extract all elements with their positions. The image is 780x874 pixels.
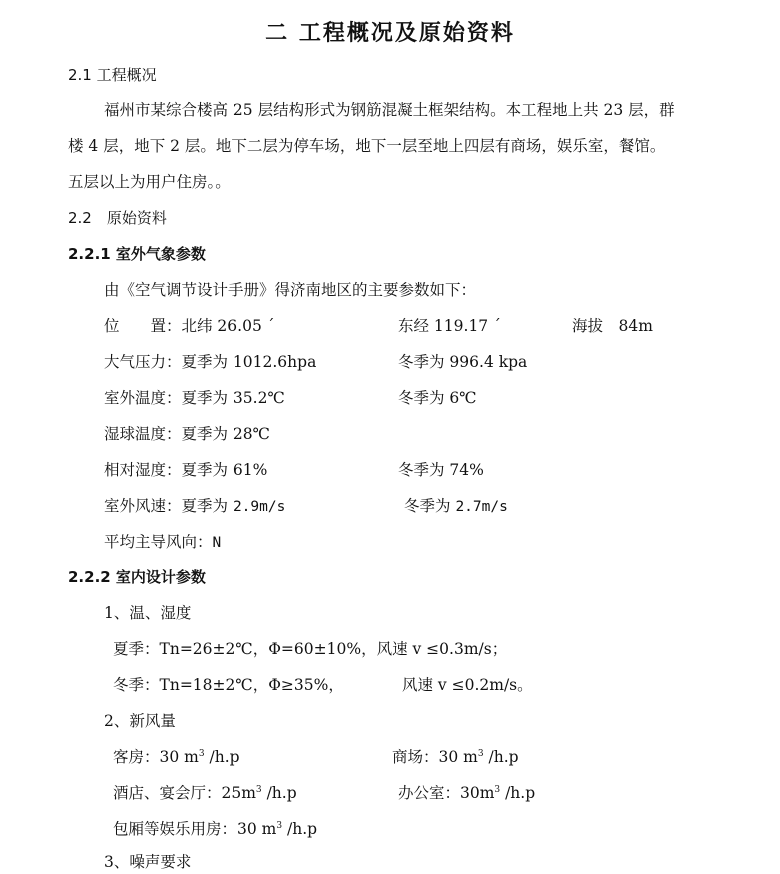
fresh-air-hotel-banquet (113, 783, 297, 803)
wind-speed-summer-value: 2.9m/s (232, 499, 286, 515)
winter-indoor-params: 冬季：Tn=18±2℃，Φ≥35%， (113, 676, 344, 694)
outdoor-temp-summer: 室外温度：夏季为 35.2℃ (104, 389, 285, 407)
wetbulb-temp-summer: 湿球温度：夏季为 28℃ (104, 425, 270, 443)
item-temp-humidity: 1、温、湿度 (104, 604, 192, 622)
section-2-2-1-heading: 2.2.1 室外气象参数 (68, 245, 206, 263)
hotel-sup: 3 (255, 784, 262, 795)
location-longitude: 东经 119.17 ´ (398, 317, 501, 335)
fresh-air-mall (392, 747, 519, 767)
wind-speed-summer (104, 496, 285, 517)
climate-intro: 由《空气调节设计手册》得济南地区的主要参数如下： (104, 281, 477, 299)
office-unit: /h.p (500, 784, 536, 802)
outdoor-temp-winter: 冬季为 6℃ (398, 389, 477, 407)
fresh-air-guest-room (113, 747, 240, 767)
wind-direction-value: N (212, 535, 222, 551)
mall-sup: 3 (477, 748, 484, 759)
section-2-2-2-heading: 2.2.2 室内设计参数 (68, 568, 206, 586)
wind-speed-winter (404, 496, 508, 517)
mall-unit: /h.p (483, 748, 519, 766)
humidity-summer: 相对湿度：夏季为 61% (104, 461, 268, 479)
mall-text: 商场：30 m (392, 748, 478, 766)
section-2-1-heading: 2.1 工程概况 (68, 66, 157, 84)
wind-speed-winter-value: 2.7m/s (455, 499, 508, 515)
guest-room-unit: /h.p (204, 748, 240, 766)
office-text: 办公室：30m (398, 784, 495, 802)
section-2-2-heading: 2.2 原始资料 (68, 209, 167, 227)
overview-paragraph-line-1: 福州市某综合楼高 25 层结构形式为钢筋混凝土框架结构。本工程地上共 23 层，群 (104, 101, 675, 119)
wind-speed-winter-label: 冬季为 (404, 497, 456, 515)
overview-paragraph-line-3: 五层以上为用户住房。。 (68, 173, 231, 191)
location-latitude: 位 置：北纬 26.05 ´ (104, 317, 275, 335)
guest-room-text: 客房：30 m (113, 748, 199, 766)
location-altitude: 海拔 84m (572, 317, 653, 335)
hotel-text: 酒店、宴会厅：25m (113, 784, 256, 802)
winter-wind-speed: 风速 v ≤0.2m/s。 (402, 676, 533, 694)
wind-direction (104, 532, 221, 553)
fresh-air-office (398, 783, 535, 803)
fresh-air-entertainment (113, 819, 317, 839)
wind-direction-label: 平均主导风向： (104, 533, 213, 551)
pressure-winter: 冬季为 996.4 kpa (398, 353, 528, 371)
ktv-text: 包厢等娱乐用房：30 m (113, 820, 277, 838)
page-title: 二 工程概况及原始资料 (265, 21, 515, 46)
pressure-summer: 大气压力：夏季为 1012.6hpa (104, 353, 317, 371)
humidity-winter: 冬季为 74% (398, 461, 484, 479)
wind-speed-summer-label: 室外风速：夏季为 (104, 497, 233, 515)
ktv-unit: /h.p (282, 820, 318, 838)
item-noise: 3、噪声要求 (104, 853, 192, 871)
summer-indoor-params: 夏季：Tn=26±2℃，Φ=60±10%，风速 v ≤0.3m/s； (113, 640, 508, 658)
overview-paragraph-line-2: 楼 4 层，地下 2 层。地下二层为停车场，地下一层至地上四层有商场，娱乐室，餐馆。 (68, 137, 666, 155)
hotel-unit: /h.p (261, 784, 297, 802)
office-sup: 3 (494, 784, 501, 795)
ktv-sup: 3 (276, 820, 283, 831)
guest-room-sup: 3 (198, 748, 205, 759)
item-fresh-air: 2、新风量 (104, 712, 176, 730)
